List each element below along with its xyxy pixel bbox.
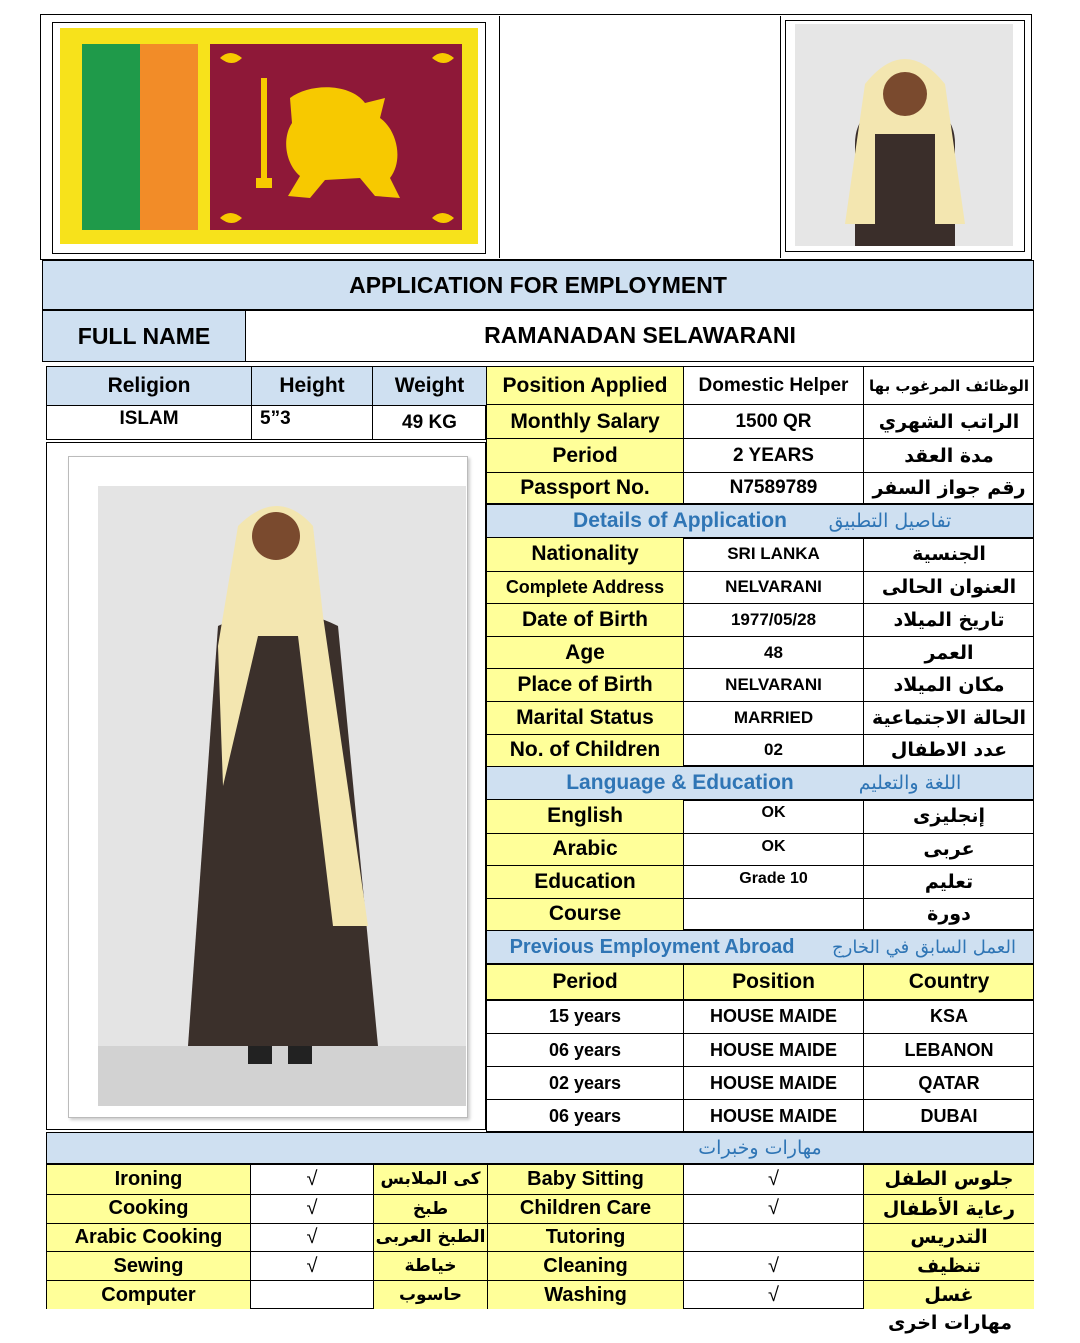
employment-row-period: 06 years [487, 1033, 683, 1066]
details-section-ar: تفاصيل التطبيق [828, 510, 952, 532]
skill-right-label: Children Care [487, 1194, 683, 1223]
height-label: Height [251, 367, 372, 405]
employment-row-position: HOUSE MAIDE [683, 1000, 863, 1033]
language-section-ar: اللغة والتعليم [858, 772, 962, 794]
full-name-label: FULL NAME [43, 311, 246, 361]
language-row-value: Grade 10 [683, 865, 863, 898]
skill-right-check: √ [683, 1194, 863, 1223]
detail-row-arabic: العنوان الحالى [863, 571, 1034, 604]
full-name-value: RAMANADAN SELAWARANI [484, 321, 796, 348]
skill-left-check [250, 1280, 373, 1309]
employment-section-ar: العمل السابق في الخارج [832, 936, 1016, 958]
job-row-label: Position Applied [487, 367, 683, 404]
employment-header-position: Position [683, 965, 863, 999]
skill-left-check: √ [250, 1223, 373, 1252]
language-row-value [683, 898, 863, 931]
job-row-label: Period [487, 438, 683, 472]
detail-row-label: Date of Birth [487, 603, 683, 636]
weight-value: 49 KG [372, 405, 486, 439]
religion-label: Religion [47, 367, 251, 405]
detail-row-label: No. of Children [487, 734, 683, 767]
skill-right-check: √ [683, 1280, 863, 1309]
job-row-label: Passport No. [487, 472, 683, 503]
detail-row-label: Complete Address [487, 571, 683, 604]
job-row-arabic: الراتب الشهري [863, 404, 1034, 438]
religion-value: ISLAM [47, 405, 251, 439]
detail-row-value: NELVARANI [683, 571, 863, 604]
detail-row-label: Age [487, 636, 683, 669]
employment-row-period: 02 years [487, 1066, 683, 1099]
language-row-label: English [487, 800, 683, 833]
employment-row-country: QATAR [863, 1066, 1034, 1099]
language-row-arabic: عربى [863, 833, 1034, 866]
flag-box [42, 16, 500, 258]
skill-right-arabic: غسل [863, 1280, 1034, 1309]
job-row-value: Domestic Helper [683, 367, 863, 404]
detail-row-arabic: مكان الميلاد [863, 668, 1034, 701]
skill-right-arabic: جلوس الطفل [863, 1165, 1034, 1194]
detail-row-arabic: تاريخ الميلاد [863, 603, 1034, 636]
skill-right-check [683, 1223, 863, 1252]
detail-row-value: SRI LANKA [683, 538, 863, 571]
skills-section-ar: مهارات وخبرات [698, 1137, 822, 1159]
skill-right-arabic: التدريس [863, 1223, 1034, 1252]
details-section-en: Details of Application [573, 509, 787, 532]
page-title: APPLICATION FOR EMPLOYMENT [42, 260, 1034, 310]
language-row-value: OK [683, 800, 863, 833]
detail-row-arabic: العمر [863, 636, 1034, 669]
skill-right-label: Baby Sitting [487, 1165, 683, 1194]
skill-left-arabic: حاسوب [373, 1280, 487, 1309]
photo-box [780, 16, 1030, 258]
skill-left-label: Computer [47, 1280, 250, 1309]
skill-right-arabic: رعاية الأطفال [863, 1194, 1034, 1223]
job-row-arabic: مدة العقد [863, 438, 1034, 472]
skill-right-arabic: تنظيف [863, 1251, 1034, 1280]
other-skills-label: مهارات اخرى [887, 1312, 1013, 1334]
employment-row-period: 06 years [487, 1099, 683, 1132]
employment-row-position: HOUSE MAIDE [683, 1066, 863, 1099]
language-row-arabic: تعليم [863, 865, 1034, 898]
job-row-value: 2 YEARS [683, 438, 863, 472]
language-row-label: Arabic [487, 833, 683, 866]
employment-row-country: KSA [863, 1000, 1034, 1033]
employment-row-period: 15 years [548, 1006, 622, 1026]
job-row-arabic: رقم جواز السفر [863, 472, 1034, 503]
skill-left-label: Arabic Cooking [47, 1223, 250, 1252]
skill-left-arabic: طبخ [373, 1194, 487, 1223]
skill-left-arabic: خياطة [373, 1251, 487, 1280]
detail-row-value: 48 [683, 636, 863, 669]
detail-row-label: Marital Status [487, 701, 683, 734]
height-value: 5”3 [251, 405, 372, 439]
detail-row-arabic: عدد الاطفال [863, 734, 1034, 767]
skill-left-check: √ [250, 1194, 373, 1223]
skill-left-arabic: الطبخ العربى [373, 1223, 487, 1252]
detail-row-value: NELVARANI [683, 668, 863, 701]
detail-row-value: 1977/05/28 [683, 603, 863, 636]
skill-left-check: √ [250, 1251, 373, 1280]
language-row-label: Course [487, 898, 683, 931]
language-row-arabic: إنجليزى [863, 800, 1034, 833]
skills-section-header [46, 1132, 1034, 1164]
skill-left-label: Ironing [47, 1165, 250, 1194]
job-row-value: 1500 QR [683, 404, 863, 438]
detail-row-value: 02 [683, 734, 863, 767]
skill-right-label: Washing [487, 1280, 683, 1309]
employment-row-position: HOUSE MAIDE [683, 1099, 863, 1132]
language-row-value: OK [683, 833, 863, 866]
sri-lanka-flag-icon [60, 28, 478, 244]
employment-section-en: Previous Employment Abroad [509, 935, 795, 958]
job-row-arabic: الوظائف المرغوب بها [863, 367, 1034, 404]
skill-right-check: √ [683, 1251, 863, 1280]
language-section-en: Language & Education [566, 771, 794, 794]
detail-row-label: Nationality [487, 538, 683, 571]
job-row-value: N7589789 [683, 472, 863, 503]
employment-header-period: Period [552, 970, 618, 993]
detail-row-arabic: الجنسية [863, 538, 1034, 571]
detail-row-value: MARRIED [683, 701, 863, 734]
skill-left-label: Sewing [47, 1251, 250, 1280]
detail-row-label: Place of Birth [487, 668, 683, 701]
skill-right-label: Cleaning [487, 1251, 683, 1280]
detail-row-arabic: الحالة الاجتماعية [863, 701, 1034, 734]
job-row-label: Monthly Salary [487, 404, 683, 438]
skill-right-label: Tutoring [487, 1223, 683, 1252]
skill-left-label: Cooking [47, 1194, 250, 1223]
weight-label: Weight [372, 367, 486, 405]
portrait-photo [795, 24, 1013, 246]
skill-right-check: √ [683, 1165, 863, 1194]
full-body-photo [98, 486, 466, 1106]
skill-left-arabic: كى الملابس [373, 1165, 487, 1194]
employment-header-country: Country [863, 965, 1034, 999]
language-row-label: Education [487, 865, 683, 898]
skill-left-check: √ [250, 1165, 373, 1194]
language-row-arabic: دورة [863, 898, 1034, 931]
employment-row-country: DUBAI [863, 1099, 1034, 1132]
employment-row-position: HOUSE MAIDE [683, 1033, 863, 1066]
employment-row-country: LEBANON [863, 1033, 1034, 1066]
